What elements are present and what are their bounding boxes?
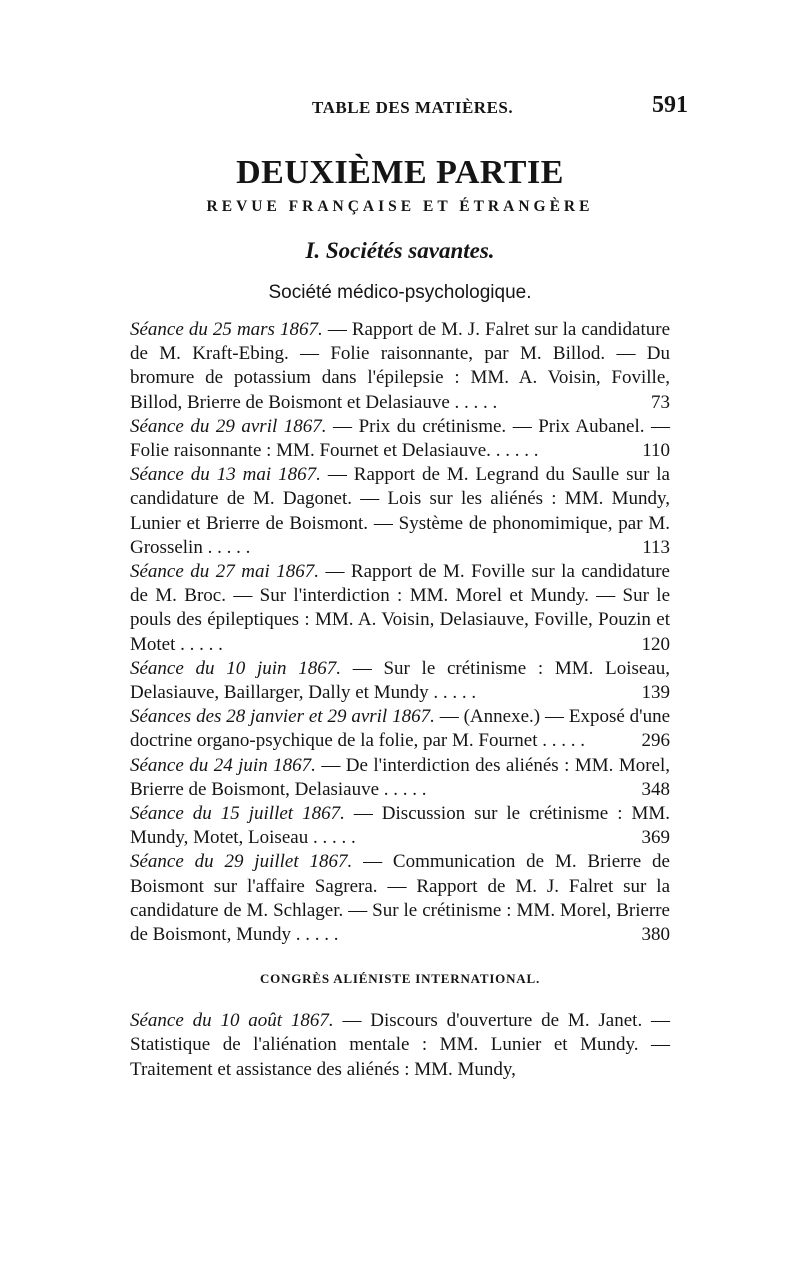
entry-page: 348 (641, 778, 670, 800)
entry-body: — Prix du crétinisme. — Prix Aubanel. — Folie raisonnante : MM. Fournet et Delasiauve. (130, 415, 670, 462)
part-title: DEUXIÈME PARTIE (236, 154, 564, 191)
entry-body: — Sur le crétinisme : MM. Loiseau, Delasiauve, Baillarger, Dally et Mundy (130, 657, 670, 704)
entry-list (130, 318, 670, 1082)
entry-body: — Discours d'ouverture de M. Janet. — Statistique de l'aliénation mentale : MM. Lunier et Mundy. — Traitement et assistance des aliénés : MM. Mundy, (130, 1010, 671, 1080)
entry-body: — (Annexe.) — Exposé d'une doctrine organo-psychique de la folie, par M. Fournet (130, 706, 671, 752)
entry-lead: Séance du 24 juin 1867. (130, 754, 316, 776)
dot-leader: . . . . . (290, 924, 339, 946)
entry-lead: Séances des 28 janvier et 29 avril 1867. (130, 706, 435, 728)
entry-lead: Séance du 13 mai 1867. (130, 464, 321, 486)
dot-leader: . . . . . (537, 730, 586, 752)
running-title: TABLE DES MATIÈRES. (312, 98, 514, 117)
page-number: 591 (652, 92, 688, 118)
list-item (130, 850, 670, 947)
entry-body: — Discussion sur le crétinisme : MM. Mundy, Motet, Loiseau (130, 803, 670, 849)
table-of-contents-page (130, 92, 688, 1082)
list-item (130, 802, 670, 850)
entry-page: 113 (642, 536, 670, 558)
list-item (130, 463, 670, 560)
list-item (130, 560, 670, 657)
dot-leader: . . . . . (490, 440, 539, 462)
entry-body: — Rapport de M. Legrand du Saulle sur la candidature de M. Dagonet. — Lois sur les aliénés : MM. Mundy, Lunier et Brierre de Boismont. — Système de phonomimique, par M. Grosselin (130, 464, 670, 558)
dot-leader: . . . . . (175, 633, 223, 655)
entry-page: 380 (641, 924, 670, 946)
entry-page: 369 (641, 827, 670, 849)
dot-leader: . . . . . (449, 391, 498, 413)
entry-body: — Rapport de M. Foville sur la candidature de M. Broc. — Sur l'interdiction : MM. Morel et Mundy. — Sur le pouls des épileptiques : MM. A. Voisin, Delasiauve, Foville, Pouzin et Motet (130, 561, 670, 655)
entry-body: — Rapport de M. J. Falret sur la candidature de M. Kraft-Ebing. — Folie raisonnante, par M. Billod. — Du bromure de potassium dans l'épilepsie : MM. A. Voisin, Foville, Billod, Brierre de Boismont et Delasiauve (130, 319, 670, 413)
entry-lead: Séance du 25 mars 1867. (130, 319, 323, 340)
entry-page: 139 (641, 682, 670, 704)
dot-leader: . . . . . (379, 778, 427, 800)
dot-leader: . . . . . (428, 682, 477, 704)
society-title: Société médico-psychologique. (268, 282, 532, 303)
list-item (130, 1009, 670, 1082)
entry-lead: Séance du 29 juillet 1867. (130, 851, 353, 873)
section-title: I. Sociétés savantes. (305, 238, 495, 263)
running-head (130, 92, 688, 128)
list-item (130, 318, 670, 415)
entry-body: — De l'interdiction des aliénés : MM. Morel, Brierre de Boismont, Delasiauve (130, 754, 671, 800)
list-item (130, 705, 670, 753)
congress-heading: CONGRÈS ALIÉNISTE INTERNATIONAL. (259, 971, 540, 987)
entry-page: 296 (641, 730, 670, 752)
entry-page: 110 (642, 440, 670, 462)
list-item (130, 657, 670, 705)
dot-leader: . . . . . (202, 536, 251, 558)
dot-leader: . . . . . (308, 827, 356, 849)
entry-lead: Séance du 27 mai 1867. (130, 561, 319, 583)
entry-lead: Séance du 15 juillet 1867. (130, 803, 345, 825)
entry-page: 73 (651, 391, 670, 413)
list-item (130, 415, 670, 463)
part-subtitle: REVUE FRANÇAISE ET ÉTRANGÈRE (206, 198, 594, 215)
entry-lead: Séance du 10 juin 1867. (130, 657, 341, 679)
entry-lead: Séance du 29 avril 1867. (130, 415, 327, 437)
entry-page: 120 (641, 633, 670, 655)
entry-lead: Séance du 10 août 1867. (130, 1010, 334, 1032)
list-item (130, 754, 670, 802)
entry-body: — Communication de M. Brierre de Boismont sur l'affaire Sagrera. — Rapport de M. J. Falret sur la candidature de M. Schlager. — Sur le crétinisme : MM. Morel, Brierre de Boismont, Mundy (130, 851, 670, 946)
